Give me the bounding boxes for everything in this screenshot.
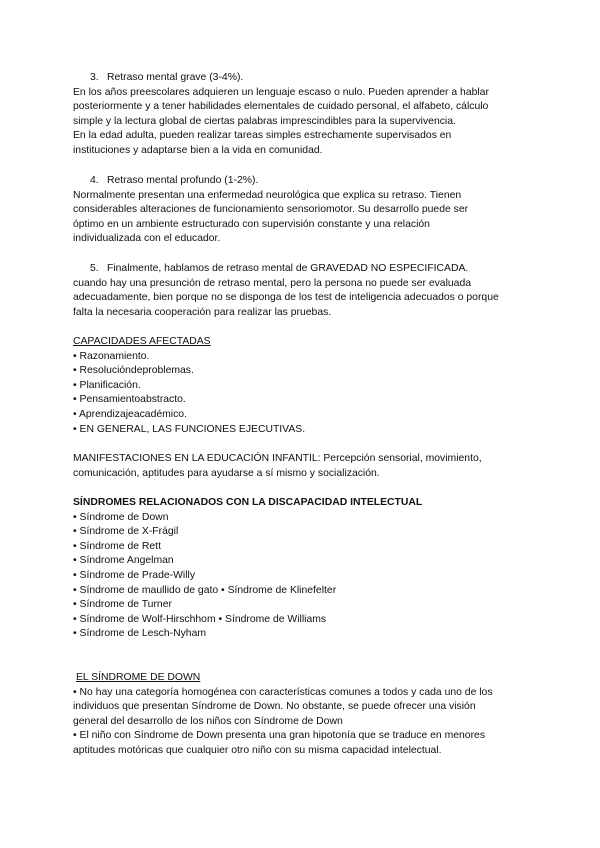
list-item: • Síndrome de maullido de gato • Síndrome de Klinefelter bbox=[73, 584, 337, 596]
capacidades-heading: CAPACIDADES AFECTADAS bbox=[73, 336, 211, 347]
paragraph-line: MANIFESTACIONES EN LA EDUCACIÓN INFANTIL: Percepción sensorial, movimiento, bbox=[73, 453, 482, 464]
paragraph-line: general del desarrollo de los niños con Síndrome de Down bbox=[73, 715, 343, 727]
list-item: • Síndrome de Down bbox=[73, 511, 169, 523]
section-title: Finalmente, hablamos de retraso mental de GRAVEDAD NO ESPECIFICADA. bbox=[107, 263, 469, 274]
paragraph-line: cuando hay una presunción de retraso mental, pero la persona no puede ser evaluada bbox=[73, 277, 472, 289]
paragraph-line: instituciones y adaptarse bien a la vida en comunidad. bbox=[73, 144, 323, 156]
paragraph-line: • El niño con Síndrome de Down presenta una gran hipotonía que se traduce en menores bbox=[73, 730, 486, 742]
list-item: • Síndrome de Turner bbox=[73, 599, 172, 611]
section-profundo bbox=[73, 174, 533, 247]
section-number: 5. bbox=[90, 263, 99, 274]
paragraph-line: aptitudes motóricas que cualquier otro niño con su misma capacidad intelectual. bbox=[73, 744, 442, 756]
section-grave bbox=[73, 71, 533, 159]
paragraph-line: individuos que presentan Síndrome de Down. No obstante, se puede ofrecer una visión bbox=[73, 701, 476, 713]
list-item: • Aprendizajeacadémico. bbox=[73, 408, 187, 420]
paragraph-line: • No hay una categoría homogénea con características comunes a todos y cada uno de los bbox=[73, 686, 493, 698]
list-item: • Síndrome de Prade-Willy bbox=[73, 569, 196, 581]
section-number: 3. bbox=[90, 72, 99, 83]
list-item: • Síndrome de Lesch-Nyham bbox=[73, 628, 207, 640]
paragraph-line: En los años preescolares adquieren un lenguaje escaso o nulo. Pueden aprender a hablar bbox=[73, 86, 489, 98]
list-item: • Pensamientoabstracto. bbox=[73, 394, 186, 406]
list-item: • Planificación. bbox=[73, 379, 141, 391]
sindromes-heading: SÍNDROMES RELACIONADOS CON LA DISCAPACIDAD INTELECTUAL bbox=[73, 497, 423, 508]
paragraph-line: óptimo en un ambiente estructurado con supervisión constante y una relación bbox=[73, 218, 430, 230]
list-item: • EN GENERAL, LAS FUNCIONES EJECUTIVAS. bbox=[73, 423, 306, 435]
list-item: • Razonamiento. bbox=[73, 350, 150, 362]
section-number: 4. bbox=[90, 175, 99, 186]
paragraph-line: En la edad adulta, pueden realizar tareas simples estrechamente supervisados en bbox=[73, 130, 452, 142]
list-item: • Síndrome de X-Frágil bbox=[73, 526, 179, 538]
paragraph-line: simple y la lectura global de ciertas palabras imprescindibles para la supervivencia. bbox=[73, 115, 456, 127]
section-grave-title-line bbox=[73, 71, 533, 86]
paragraph-line: individualizada con el educador. bbox=[73, 233, 221, 245]
section-no-especificada bbox=[73, 262, 533, 320]
paragraph-line: posteriormente y a tener habilidades elementales de cuidado personal, el alfabeto, cálculo bbox=[73, 101, 489, 113]
manifestaciones-paragraph bbox=[73, 452, 533, 481]
down-section bbox=[73, 671, 533, 759]
list-item: • Síndrome Angelman bbox=[73, 555, 174, 567]
capacidades-section bbox=[73, 335, 533, 437]
list-item: • Síndrome de Wolf-Hirschhom • Síndrome de Williams bbox=[73, 613, 327, 625]
list-item: • Síndrome de Rett bbox=[73, 540, 161, 552]
section-title: Retraso mental grave (3-4%). bbox=[107, 72, 244, 83]
paragraph-line: adecuadamente, bien porque no se disponga de los test de inteligencia adecuados o porque bbox=[73, 292, 499, 304]
paragraph-line: comunicación, aptitudes para ayudarse a sí mismo y socialización. bbox=[73, 467, 380, 479]
section-title: Retraso mental profundo (1-2%). bbox=[107, 175, 259, 186]
paragraph-line: Normalmente presentan una enfermedad neurológica que explica su retraso. Tienen bbox=[73, 189, 462, 201]
section-no-especificada-title-line bbox=[73, 262, 533, 277]
section-profundo-title-line bbox=[73, 174, 533, 189]
sindromes-section bbox=[73, 496, 533, 642]
list-item: • Resolucióndeproblemas. bbox=[73, 365, 194, 377]
paragraph-line: considerables alteraciones de funcionamiento sensoriomotor. Su desarrollo puede ser bbox=[73, 204, 469, 216]
down-heading: EL SÍNDROME DE DOWN bbox=[76, 672, 201, 683]
paragraph-line: falta la necesaria cooperación para realizar las pruebas. bbox=[73, 306, 332, 318]
